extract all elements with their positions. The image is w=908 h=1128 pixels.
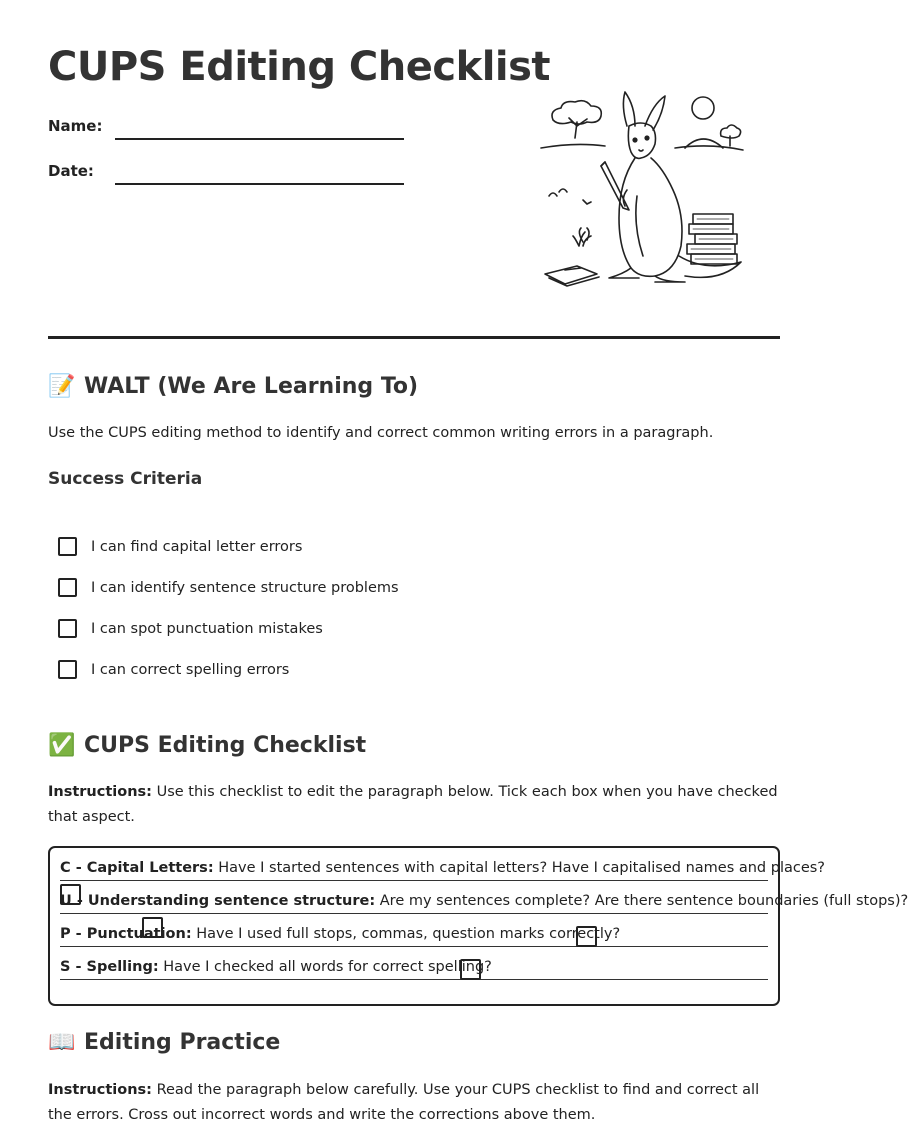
criteria-checkbox[interactable] <box>58 619 77 638</box>
name-label: Name: <box>48 117 103 135</box>
checklist-item-text: Have I started sentences with capital letters? Have I capitalised names and places? <box>213 860 826 876</box>
criteria-checkbox[interactable] <box>58 660 77 679</box>
checklist-item-spelling <box>60 959 492 975</box>
checklist-item-understanding <box>60 893 908 909</box>
checklist-rule <box>60 946 768 947</box>
checklist-item-capitals <box>60 860 825 876</box>
checklist-instructions <box>48 780 783 830</box>
criteria-item <box>58 537 302 556</box>
header-divider <box>48 336 780 339</box>
instructions-label: Instructions: <box>48 1082 152 1098</box>
checklist-item-label: U - Understanding sentence structure: <box>60 893 376 909</box>
kangaroo-illustration <box>535 86 747 298</box>
capitals-checkbox[interactable] <box>60 884 81 905</box>
page-title: CUPS Editing Checklist <box>48 44 551 90</box>
punctuation-checkbox[interactable] <box>576 926 597 947</box>
criteria-item <box>58 619 323 638</box>
checklist-item-label: P - Punctuation: <box>60 926 192 942</box>
memo-icon: 📝 <box>48 374 76 399</box>
criteria-text: I can correct spelling errors <box>91 661 290 678</box>
checklist-rule <box>60 880 768 881</box>
practice-instructions <box>48 1078 783 1123</box>
instructions-text: Use this checklist to edit the paragraph below. Tick each box when you have checked that aspect. <box>48 784 778 825</box>
name-field[interactable] <box>115 138 404 140</box>
checklist-item-text: Are my sentences complete? Are there sentence boundaries (full stops)? <box>375 893 908 909</box>
criteria-text: I can identify sentence structure problems <box>91 579 399 596</box>
checklist-heading <box>48 733 366 758</box>
walt-heading <box>48 374 418 399</box>
date-field[interactable] <box>115 183 404 185</box>
open-book-icon: 📖 <box>48 1030 76 1055</box>
checklist-item-text: Have I checked all words for correct spelling? <box>158 959 492 975</box>
criteria-item <box>58 660 289 679</box>
check-mark-icon: ✅ <box>48 733 76 758</box>
date-label: Date: <box>48 162 94 180</box>
practice-heading-text: Editing Practice <box>84 1030 281 1055</box>
checklist-rule <box>60 913 768 914</box>
success-criteria-heading: Success Criteria <box>48 469 203 489</box>
criteria-item <box>58 578 399 597</box>
checklist-heading-text: CUPS Editing Checklist <box>84 733 367 758</box>
instructions-label: Instructions: <box>48 784 152 800</box>
checklist-rule <box>60 979 768 980</box>
criteria-checkbox[interactable] <box>58 537 77 556</box>
checklist-item-label: S - Spelling: <box>60 959 159 975</box>
practice-heading <box>48 1030 280 1055</box>
checklist-item-label: C - Capital Letters: <box>60 860 214 876</box>
checklist-item-text: Have I used full stops, commas, question marks correctly? <box>191 926 621 942</box>
criteria-text: I can spot punctuation mistakes <box>91 620 323 637</box>
criteria-text: I can find capital letter errors <box>91 538 303 555</box>
spelling-checkbox[interactable] <box>460 959 481 980</box>
walt-description: Use the CUPS editing method to identify and correct common writing errors in a paragraph. <box>48 425 714 441</box>
instructions-text: Read the paragraph below carefully. Use your CUPS checklist to find and correct all the errors. Cross out incorrect words and write the corrections above them. <box>48 1082 760 1123</box>
criteria-checkbox[interactable] <box>58 578 77 597</box>
understanding-checkbox[interactable] <box>142 917 163 938</box>
walt-heading-text: WALT (We Are Learning To) <box>84 374 419 399</box>
